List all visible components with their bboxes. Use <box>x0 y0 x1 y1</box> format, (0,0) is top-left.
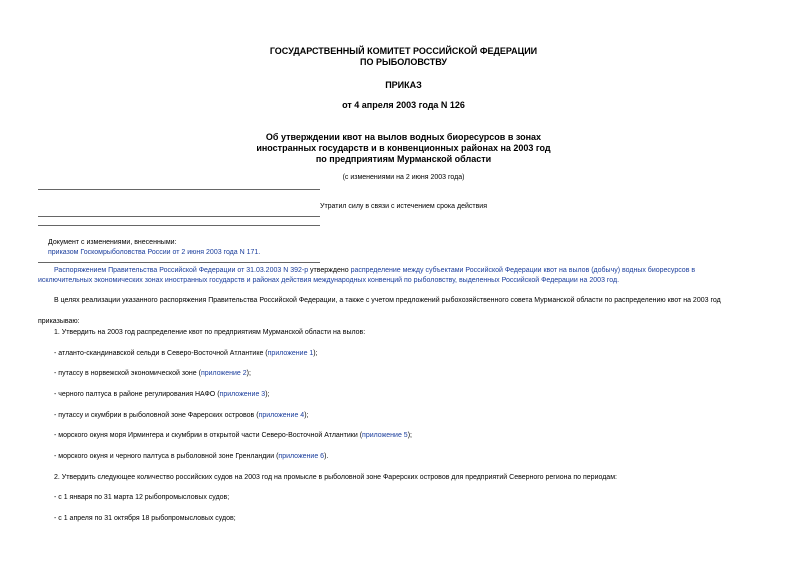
government-order-link[interactable]: Распоряжением Правительства Российской Федерации от 31.03.2003 N 392-р <box>54 267 309 274</box>
list-item: - морского окуня и черного палтуса в рыболовной зоне Гренландии (приложение 6). <box>54 453 329 460</box>
annex-link[interactable]: приложение 2 <box>200 370 247 377</box>
org-name-line1: ГОСУДАРСТВЕННЫЙ КОМИТЕТ РОССИЙСКОЙ ФЕДЕРАЦИИ <box>269 46 538 56</box>
list-item: - путассу в норвежской экономической зоне (приложение 2); <box>54 370 251 377</box>
item-1: 1. Утвердить на 2003 год распределение квот по предприятиям Мурманской области на вылов: <box>54 329 366 336</box>
annex-link[interactable]: приложение 4 <box>258 412 305 419</box>
divider <box>38 216 320 217</box>
expired-note: Утратил силу в связи с истечением срока действия <box>320 203 487 210</box>
divider <box>38 262 320 263</box>
doc-date: от 4 апреля 2003 года N 126 <box>342 100 465 110</box>
list-item: - морского окуня моря Ирмингера и скумбрии в открытой части Северо-Восточной Атлантики (приложение 5); <box>54 432 412 439</box>
list-item: - путассу и скумбрии в рыболовной зоне Фарерских островов (приложение 4); <box>54 412 309 419</box>
item-2: 2. Утвердить следующее количество российских судов на 2003 год на промысле в рыболовной зоне Фарерских островов для предприятий Северного региона по периодам: <box>54 474 617 481</box>
paragraph-2: В целях реализации указанного распоряжения Правительства Российской Федерации, а также с учетом предложений рыбохозяйственного совета Мурманской области по распределению квот на 2003 год <box>54 297 721 304</box>
doc-title-line2: иностранных государств и в конвенционных районах на 2003 год <box>256 143 551 153</box>
changes-link[interactable]: приказом Госкомрыболовства России от 2 июня 2003 года N 171. <box>48 249 261 256</box>
period-2: - с 1 апреля по 31 октября 18 рыбопромысловых судов; <box>54 515 236 522</box>
order-word: приказываю: <box>38 318 80 325</box>
doc-title-line1: Об утверждении квот на вылов водных биоресурсов в зонах <box>265 132 542 142</box>
annex-link[interactable]: приложение 5 <box>362 432 408 439</box>
annex-link[interactable]: приложение 1 <box>267 350 314 357</box>
amendments-note: (с изменениями на 2 июня 2003 года) <box>342 174 465 181</box>
paragraph-1-line1: Распоряжением Правительства Российской Федерации от 31.03.2003 N 392-р утверждено распределение между субъектами Российской Федерации квот на вылов (добычу) водных биоресурсов в <box>54 267 696 274</box>
list-item: - атланто-скандинавской сельди в Северо-Восточной Атлантике (приложение 1); <box>54 350 318 357</box>
quota-distribution-link-cont[interactable]: исключительных экономических зонах иностранных государств и районах действия международных конвенций по рыболовству, выделенных Российской Федерации на 2003 год. <box>38 277 620 284</box>
changes-label: Документ с изменениями, внесенными: <box>48 239 177 246</box>
annex-link[interactable]: приложение 6 <box>278 453 325 460</box>
org-name-line2: ПО РЫБОЛОВСТВУ <box>359 57 448 67</box>
doc-title-line3: по предприятиям Мурманской области <box>315 154 492 164</box>
list-item: - черного палтуса в районе регулирования НАФО (приложение 3); <box>54 391 270 398</box>
annex-link[interactable]: приложение 3 <box>219 391 266 398</box>
quota-distribution-link[interactable]: распределение между субъектами Российской Федерации квот на вылов (добычу) водных биоресурсов в <box>350 267 696 274</box>
divider <box>38 189 320 190</box>
period-1: - с 1 января по 31 марта 12 рыбопромысловых судов; <box>54 494 230 501</box>
doc-type: ПРИКАЗ <box>385 80 422 90</box>
divider <box>38 225 320 226</box>
